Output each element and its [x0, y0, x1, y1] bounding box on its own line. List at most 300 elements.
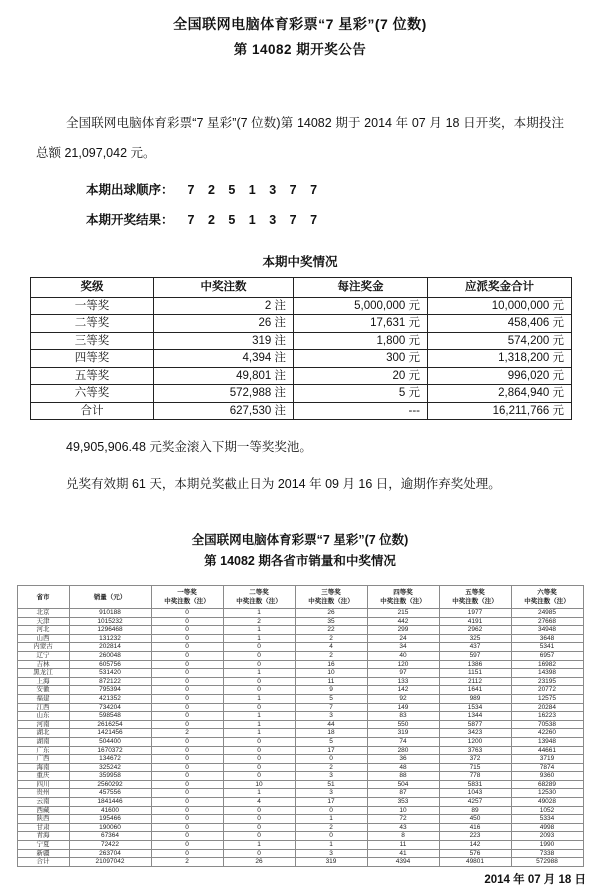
table-cell: 5,000,000 元	[294, 297, 428, 315]
table-cell: 715	[439, 763, 511, 772]
table-row	[17, 720, 583, 729]
table-row	[17, 823, 583, 832]
table-cell: 87	[367, 789, 439, 798]
table-cell: 0	[151, 798, 223, 807]
page-title-line2: 第 14082 期开奖公告	[233, 42, 367, 57]
table-cell: 16	[295, 660, 367, 669]
table-cell: 0	[223, 823, 295, 832]
table-cell: 1	[223, 720, 295, 729]
table-row	[31, 332, 572, 350]
table-cell: 0	[223, 737, 295, 746]
table-cell: 325242	[69, 763, 151, 772]
table-cell: 1	[223, 712, 295, 721]
table-row	[31, 367, 572, 385]
table-cell: 0	[151, 634, 223, 643]
table-row	[17, 841, 583, 850]
province-header-prize3	[295, 586, 367, 609]
table-cell: 574,200 元	[428, 332, 572, 350]
table-cell: 26 注	[154, 315, 294, 333]
table-cell: 1	[223, 694, 295, 703]
table-cell: 0	[151, 677, 223, 686]
table-row	[17, 832, 583, 841]
table-row	[31, 350, 572, 368]
redeem-note: 兑奖有效期 61 天，本期兑奖截止日为 2014 年 09 月 16 日，逾期作弃奖处理。	[66, 477, 501, 491]
table-cell: 3719	[511, 755, 583, 764]
table-cell: 上海	[17, 677, 69, 686]
table-row	[31, 402, 572, 420]
table-cell: 0	[151, 617, 223, 626]
table-cell: 1296468	[69, 626, 151, 635]
table-cell: 1,318,200 元	[428, 350, 572, 368]
table-cell: 1841446	[69, 798, 151, 807]
table-row	[17, 686, 583, 695]
table-cell: 1,800 元	[294, 332, 428, 350]
prize2-label: 二等奖	[249, 589, 269, 596]
table-cell: 2	[151, 729, 223, 738]
table-cell: 5831	[439, 780, 511, 789]
table-cell: 263704	[69, 849, 151, 858]
table-cell: 3648	[511, 634, 583, 643]
table-row	[17, 669, 583, 678]
table-cell: 8	[367, 832, 439, 841]
table-cell: 北京	[17, 609, 69, 618]
prize-table-header-level: 奖级	[31, 278, 154, 298]
table-cell: 325	[439, 634, 511, 643]
table-cell: 319 注	[154, 332, 294, 350]
table-cell: 1	[223, 729, 295, 738]
prize3-label: 三等奖	[321, 589, 341, 596]
table-cell: 22	[295, 626, 367, 635]
table-cell: 142	[439, 841, 511, 850]
table-cell: 0	[223, 703, 295, 712]
table-cell: 734204	[69, 703, 151, 712]
result-line	[86, 210, 600, 228]
table-cell: 1015232	[69, 617, 151, 626]
table-cell: 319	[295, 858, 367, 867]
table-row	[17, 746, 583, 755]
result-value: 7 2 5 1 3 7 7	[187, 213, 323, 227]
table-cell: 372	[439, 755, 511, 764]
table-cell: 0	[151, 755, 223, 764]
table-cell: 3423	[439, 729, 511, 738]
table-cell: 0	[151, 643, 223, 652]
table-row	[17, 849, 583, 858]
table-cell: 51	[295, 780, 367, 789]
table-cell: 4257	[439, 798, 511, 807]
table-cell: 0	[151, 780, 223, 789]
prize-table-header-row	[31, 278, 572, 298]
table-cell: 280	[367, 746, 439, 755]
ball-order-line	[86, 180, 600, 198]
table-cell: 627,530 注	[154, 402, 294, 420]
table-cell: 2616254	[69, 720, 151, 729]
prize1-sublabel: 中奖注数（注）	[164, 598, 210, 605]
table-cell: 吉林	[17, 660, 69, 669]
table-row	[17, 755, 583, 764]
table-cell: 597	[439, 651, 511, 660]
intro-paragraph: 全国联网电脑体育彩票“7 星彩”(7 位数)第 14082 期于 2014 年 07 月 18 日开奖，本期投注总额 21,097,042 元。	[36, 116, 564, 160]
table-cell: 2	[151, 858, 223, 867]
table-row	[17, 806, 583, 815]
province-section	[0, 530, 600, 867]
prize4-label: 四等奖	[393, 589, 413, 596]
prize2-sublabel: 中奖注数（注）	[236, 598, 282, 605]
table-cell: 陕西	[17, 815, 69, 824]
table-cell: 120	[367, 660, 439, 669]
table-row	[17, 677, 583, 686]
table-cell: 5341	[511, 643, 583, 652]
table-row	[17, 651, 583, 660]
table-cell: 0	[223, 643, 295, 652]
table-cell: 2560292	[69, 780, 151, 789]
table-cell: 1	[223, 669, 295, 678]
table-cell: 0	[151, 832, 223, 841]
table-cell: 34	[367, 643, 439, 652]
table-cell: 0	[223, 686, 295, 695]
table-cell: 572988	[511, 858, 583, 867]
table-cell: 1	[223, 626, 295, 635]
table-cell: 5	[295, 694, 367, 703]
table-cell: 43	[367, 823, 439, 832]
table-cell: 0	[151, 694, 223, 703]
table-cell: 223	[439, 832, 511, 841]
table-cell: 湖北	[17, 729, 69, 738]
table-row	[17, 858, 583, 867]
table-cell: 1641	[439, 686, 511, 695]
table-cell: 7338	[511, 849, 583, 858]
table-cell: 5334	[511, 815, 583, 824]
table-cell: 5 元	[294, 385, 428, 403]
prize5-label: 五等奖	[465, 589, 485, 596]
table-cell: 1151	[439, 669, 511, 678]
table-cell: 21097042	[69, 858, 151, 867]
table-cell: 0	[151, 806, 223, 815]
table-cell: 1421456	[69, 729, 151, 738]
prize-table	[30, 277, 572, 420]
table-cell: 0	[295, 832, 367, 841]
table-row	[17, 798, 583, 807]
table-cell: 合计	[17, 858, 69, 867]
province-table	[17, 585, 584, 867]
table-cell: 572,988 注	[154, 385, 294, 403]
table-cell: 0	[151, 815, 223, 824]
table-cell: 河南	[17, 720, 69, 729]
table-cell: 1	[223, 634, 295, 643]
table-cell: 0	[223, 651, 295, 660]
table-cell: 0	[151, 669, 223, 678]
table-cell: 云南	[17, 798, 69, 807]
table-cell: 新疆	[17, 849, 69, 858]
table-cell: 0	[151, 703, 223, 712]
page-title-line1: 全国联网电脑体育彩票“7 星彩”(7 位数)	[173, 16, 427, 32]
province-section-title-line2: 第 14082 期各省市销量和中奖情况	[204, 554, 396, 568]
prize6-label: 六等奖	[537, 589, 557, 596]
table-cell: 133	[367, 677, 439, 686]
prize3-sublabel: 中奖注数（注）	[308, 598, 354, 605]
table-cell: 11	[367, 841, 439, 850]
table-cell: 24985	[511, 609, 583, 618]
table-cell: 0	[151, 849, 223, 858]
prize6-sublabel: 中奖注数（注）	[524, 598, 570, 605]
table-cell: 260048	[69, 651, 151, 660]
table-row	[17, 729, 583, 738]
footer-date: 2014 年 07 月 18 日	[484, 873, 586, 886]
table-cell: 9	[295, 686, 367, 695]
table-cell: 0	[223, 763, 295, 772]
table-cell: 24	[367, 634, 439, 643]
table-cell: 35	[295, 617, 367, 626]
table-cell: 16,211,766 元	[428, 402, 572, 420]
table-cell: 74	[367, 737, 439, 746]
table-cell: 20 元	[294, 367, 428, 385]
table-cell: 576	[439, 849, 511, 858]
table-cell: 359958	[69, 772, 151, 781]
table-row	[17, 815, 583, 824]
table-cell: 49,801 注	[154, 367, 294, 385]
table-cell: 0	[151, 841, 223, 850]
table-cell: 1534	[439, 703, 511, 712]
table-cell: 88	[367, 772, 439, 781]
table-cell: 421352	[69, 694, 151, 703]
table-cell: 778	[439, 772, 511, 781]
table-cell: 4394	[367, 858, 439, 867]
table-cell: 0	[151, 626, 223, 635]
table-cell: 2093	[511, 832, 583, 841]
table-cell: 2112	[439, 677, 511, 686]
table-cell: 10	[223, 780, 295, 789]
table-cell: 0	[151, 772, 223, 781]
table-cell: 12575	[511, 694, 583, 703]
table-cell: 504	[367, 780, 439, 789]
table-cell: 福建	[17, 694, 69, 703]
province-table-header-row	[17, 586, 583, 609]
table-cell: 1386	[439, 660, 511, 669]
table-cell: 6957	[511, 651, 583, 660]
table-cell: 2 注	[154, 297, 294, 315]
result-label: 本期开奖结果：	[86, 213, 174, 227]
table-cell: 海南	[17, 763, 69, 772]
table-cell: 36	[367, 755, 439, 764]
table-cell: 1	[223, 609, 295, 618]
table-cell: 2	[295, 763, 367, 772]
table-cell: 989	[439, 694, 511, 703]
table-cell: 0	[151, 609, 223, 618]
table-cell: 910188	[69, 609, 151, 618]
table-cell: 44	[295, 720, 367, 729]
table-cell: 996,020 元	[428, 367, 572, 385]
table-cell: 五等奖	[31, 367, 154, 385]
table-cell: 4	[223, 798, 295, 807]
table-cell: 0	[223, 806, 295, 815]
table-cell: 六等奖	[31, 385, 154, 403]
table-cell: 215	[367, 609, 439, 618]
table-row	[17, 634, 583, 643]
table-row	[17, 694, 583, 703]
table-cell: 17,631 元	[294, 315, 428, 333]
table-cell: 0	[295, 806, 367, 815]
table-cell: 3	[295, 772, 367, 781]
table-cell: 300 元	[294, 350, 428, 368]
table-cell: 504400	[69, 737, 151, 746]
table-cell: 442	[367, 617, 439, 626]
table-row	[17, 703, 583, 712]
table-cell: 40	[367, 651, 439, 660]
table-cell: 7	[295, 703, 367, 712]
table-cell: 202814	[69, 643, 151, 652]
province-header-prize5	[439, 586, 511, 609]
table-cell: 四川	[17, 780, 69, 789]
table-cell: 四等奖	[31, 350, 154, 368]
table-cell: 河北	[17, 626, 69, 635]
table-row	[31, 385, 572, 403]
prize5-sublabel: 中奖注数（注）	[452, 598, 498, 605]
table-cell: 13948	[511, 737, 583, 746]
table-cell: 3	[295, 712, 367, 721]
table-cell: 550	[367, 720, 439, 729]
table-cell: 0	[223, 677, 295, 686]
table-cell: 天津	[17, 617, 69, 626]
table-cell: 16223	[511, 712, 583, 721]
prize-table-header-amount: 每注奖金	[294, 278, 428, 298]
table-cell: 531420	[69, 669, 151, 678]
table-cell: 一等奖	[31, 297, 154, 315]
table-cell: 34948	[511, 626, 583, 635]
table-cell: 97	[367, 669, 439, 678]
table-cell: 195466	[69, 815, 151, 824]
table-cell: 48	[367, 763, 439, 772]
prize-table-header-total: 应派奖金合计	[428, 278, 572, 298]
table-cell: 872122	[69, 677, 151, 686]
table-cell: 49801	[439, 858, 511, 867]
table-cell: 2,864,940 元	[428, 385, 572, 403]
table-cell: 457556	[69, 789, 151, 798]
table-cell: 92	[367, 694, 439, 703]
table-cell: 0	[151, 763, 223, 772]
table-cell: 2	[295, 634, 367, 643]
table-cell: 青海	[17, 832, 69, 841]
table-cell: 20284	[511, 703, 583, 712]
table-cell: 辽宁	[17, 651, 69, 660]
table-cell: 44661	[511, 746, 583, 755]
table-cell: 10	[295, 669, 367, 678]
table-cell: 安徽	[17, 686, 69, 695]
table-cell: 41600	[69, 806, 151, 815]
table-cell: 内蒙古	[17, 643, 69, 652]
table-cell: 42260	[511, 729, 583, 738]
table-cell: 190060	[69, 823, 151, 832]
table-cell: 18	[295, 729, 367, 738]
table-row	[17, 617, 583, 626]
province-header-prize1	[151, 586, 223, 609]
table-cell: 3	[295, 789, 367, 798]
table-cell: 458,406 元	[428, 315, 572, 333]
table-cell: 319	[367, 729, 439, 738]
table-cell: 山西	[17, 634, 69, 643]
table-cell: 2962	[439, 626, 511, 635]
table-cell: 西藏	[17, 806, 69, 815]
prize-table-title: 本期中奖情况	[262, 255, 338, 269]
table-cell: 1200	[439, 737, 511, 746]
table-cell: 0	[223, 746, 295, 755]
table-cell: 合计	[31, 402, 154, 420]
table-cell: 1344	[439, 712, 511, 721]
table-cell: 14398	[511, 669, 583, 678]
table-cell: 598548	[69, 712, 151, 721]
table-cell: 宁夏	[17, 841, 69, 850]
prize-table-header-count: 中奖注数	[154, 278, 294, 298]
ball-order-label: 本期出球顺序：	[86, 183, 174, 197]
table-cell: ---	[294, 402, 428, 420]
table-cell: 1	[223, 789, 295, 798]
table-cell: 1670372	[69, 746, 151, 755]
table-cell: 0	[223, 772, 295, 781]
table-cell: 1	[295, 841, 367, 850]
table-cell: 广西	[17, 755, 69, 764]
table-cell: 0	[223, 815, 295, 824]
table-cell: 416	[439, 823, 511, 832]
table-cell: 1043	[439, 789, 511, 798]
table-row	[31, 297, 572, 315]
table-cell: 0	[151, 737, 223, 746]
table-cell: 3	[295, 849, 367, 858]
table-cell: 437	[439, 643, 511, 652]
table-cell: 149	[367, 703, 439, 712]
table-cell: 5	[295, 737, 367, 746]
prize4-sublabel: 中奖注数（注）	[380, 598, 426, 605]
table-cell: 0	[223, 660, 295, 669]
rollover-note: 49,905,906.48 元奖金滚入下期一等奖奖池。	[66, 440, 312, 454]
table-cell: 1052	[511, 806, 583, 815]
table-cell: 26	[295, 609, 367, 618]
table-cell: 湖南	[17, 737, 69, 746]
table-cell: 131232	[69, 634, 151, 643]
table-cell: 10	[367, 806, 439, 815]
table-cell: 72	[367, 815, 439, 824]
table-row	[17, 772, 583, 781]
table-cell: 0	[151, 651, 223, 660]
table-cell: 10,000,000 元	[428, 297, 572, 315]
table-cell: 0	[295, 755, 367, 764]
table-cell: 2	[223, 617, 295, 626]
table-cell: 299	[367, 626, 439, 635]
table-cell: 4998	[511, 823, 583, 832]
table-cell: 23195	[511, 677, 583, 686]
table-cell: 广东	[17, 746, 69, 755]
table-cell: 7874	[511, 763, 583, 772]
table-cell: 0	[151, 660, 223, 669]
table-cell: 26	[223, 858, 295, 867]
table-cell: 0	[151, 720, 223, 729]
province-section-title-line1: 全国联网电脑体育彩票“7 星彩”(7 位数)	[191, 533, 409, 547]
province-header-prize6	[511, 586, 583, 609]
table-cell: 重庆	[17, 772, 69, 781]
table-cell: 4	[295, 643, 367, 652]
table-cell: 2	[295, 823, 367, 832]
table-cell: 17	[295, 798, 367, 807]
table-cell: 1977	[439, 609, 511, 618]
table-row	[17, 660, 583, 669]
table-cell: 142	[367, 686, 439, 695]
table-cell: 16982	[511, 660, 583, 669]
table-cell: 70538	[511, 720, 583, 729]
table-cell: 4191	[439, 617, 511, 626]
table-cell: 贵州	[17, 789, 69, 798]
table-cell: 0	[151, 823, 223, 832]
table-cell: 山东	[17, 712, 69, 721]
table-row	[31, 315, 572, 333]
province-header-prize2	[223, 586, 295, 609]
table-cell: 89	[439, 806, 511, 815]
